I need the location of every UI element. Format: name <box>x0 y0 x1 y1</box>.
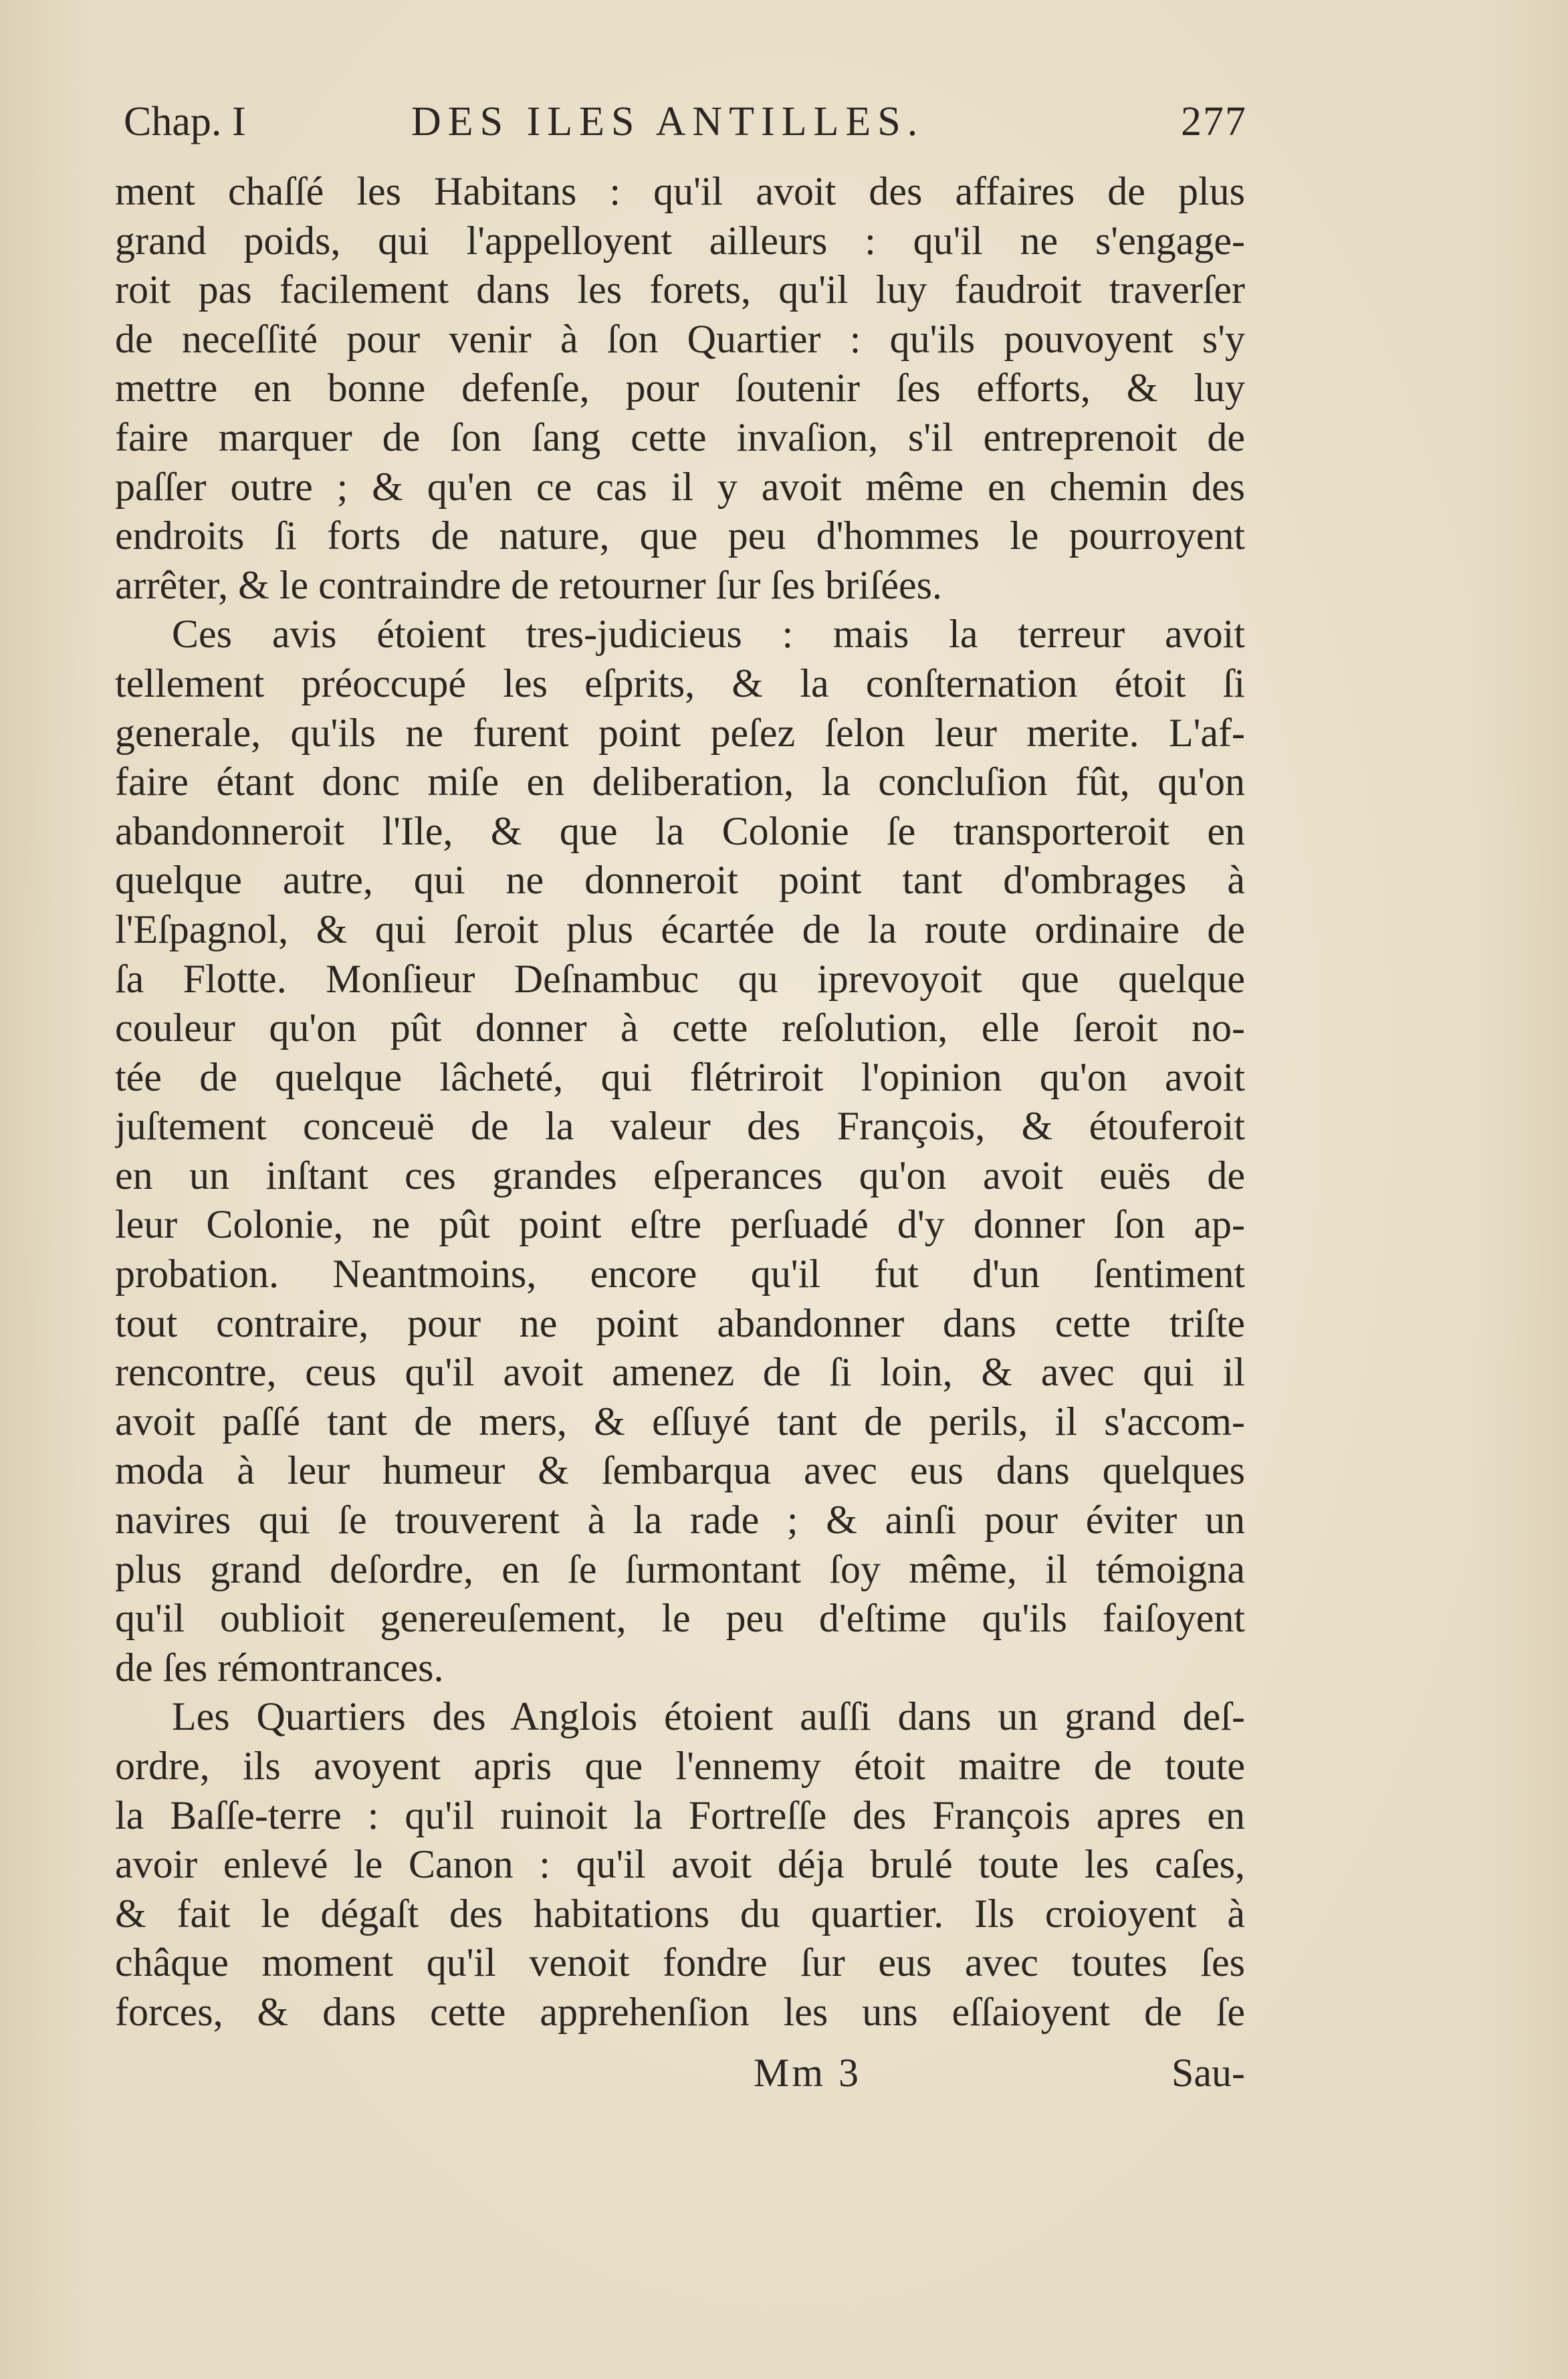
text-line: de ſes rémontrances. <box>115 1645 444 1690</box>
text-line: tée de quelque lâcheté, qui flétriroit l'opinion qu'on avoit <box>115 1054 1245 1099</box>
text-line: ordre, ils avoyent apris que l'ennemy étoit maitre de toute <box>115 1744 1245 1788</box>
text-line: faire marquer de ſon ſang cette invaſion, s'il entreprenoit de <box>115 415 1245 459</box>
text-line: probation. Neantmoins, encore qu'il fut d'un ſentiment <box>115 1252 1245 1296</box>
text-line: en un inſtant ces grandes eſperances qu'on avoit euës de <box>115 1153 1245 1198</box>
text-line: leur Colonie, ne pût point eſtre perſuadé d'y donner ſon ap- <box>115 1202 1245 1247</box>
text-line: avoit paſſé tant de mers, & eſſuyé tant de perils, il s'accom- <box>115 1399 1245 1444</box>
text-line: tout contraire, pour ne point abandonner dans cette triſte <box>115 1300 1245 1345</box>
text-line: paſſer outre ; & qu'en ce cas il y avoit même en chemin des <box>115 464 1245 509</box>
running-title: DES ILES ANTILLES. <box>411 99 925 144</box>
text-line: moda à leur humeur & ſembarqua avec eus dans quelques <box>115 1448 1245 1493</box>
page-footer <box>115 2046 1245 2100</box>
text-line: qu'il oublioit genereuſement, le peu d'eſtime qu'ils faiſoyent <box>115 1596 1245 1641</box>
body-text <box>115 167 1245 2037</box>
text-line: mettre en bonne defenſe, pour ſoutenir ſes efforts, & luy <box>115 366 1245 411</box>
text-line: grand poids, qui l'appelloyent ailleurs : qu'il ne s'engage- <box>115 218 1245 263</box>
signature-mark: Mm 3 <box>754 2051 862 2095</box>
text-line: navires qui ſe trouverent à la rade ; & ainſi pour éviter un <box>115 1498 1245 1543</box>
text-line: la Baſſe-terre : qu'il ruinoit la Fortreſſe des François apres en <box>115 1793 1245 1837</box>
text-line: plus grand deſordre, en ſe ſurmontant ſoy même, il témoigna <box>115 1547 1245 1591</box>
text-line: faire étant donc miſe en deliberation, la concluſion fût, qu'on <box>115 760 1245 804</box>
text-line: roit pas facilement dans les forets, qu'il luy faudroit traverſer <box>115 267 1245 312</box>
text-line: abandonneroit l'Ile, & que la Colonie ſe transporteroit en <box>115 808 1245 853</box>
text-line: juſtement conceuë de la valeur des François, & étouferoit <box>115 1104 1245 1149</box>
text-line: ſa Flotte. Monſieur Deſnambuc qu iprevoyoit que quelque <box>115 956 1245 1001</box>
text-line: couleur qu'on pût donner à cette reſolution, elle ſeroit no- <box>115 1006 1245 1050</box>
page-number: 277 <box>1181 99 1247 144</box>
text-line: l'Eſpagnol, & qui ſeroit plus écartée de la route ordinaire de <box>115 907 1245 951</box>
text-line: avoir enlevé le Canon : qu'il avoit déja brulé toute les caſes, <box>115 1842 1245 1887</box>
text-line: endroits ſi forts de nature, que peu d'hommes le pourroyent <box>115 514 1245 558</box>
paragraph-start: Les Quartiers des Anglois étoient auſſi dans un grand deſ- <box>172 1694 1245 1739</box>
text-line: de neceſſité pour venir à ſon Quartier : qu'ils pouvoyent s'y <box>115 316 1245 361</box>
chapter-label: Chap. I <box>124 99 246 144</box>
text-line: tellement préoccupé les eſprits, & la conſternation étoit ſi <box>115 661 1245 705</box>
text-line: ment chaſſé les Habitans : qu'il avoit des affaires de plus <box>115 169 1245 213</box>
text-line: & fait le dégaſt des habitations du quartier. Ils croioyent à <box>115 1891 1245 1936</box>
text-line: forces, & dans cette apprehenſion les uns eſſaioyent de ſe <box>115 1989 1245 2034</box>
text-line: arrêter, & le contraindre de retourner ſur ſes briſées. <box>115 562 943 607</box>
text-line: quelque autre, qui ne donneroit point tant d'ombrages à <box>115 858 1245 903</box>
text-line: generale, qu'ils ne furent point peſez ſelon leur merite. L'af- <box>115 710 1245 755</box>
text-line: châque moment qu'il venoit fondre ſur eus avec toutes ſes <box>115 1940 1245 1985</box>
text-line: rencontre, ceus qu'il avoit amenez de ſi loin, & avec qui il <box>115 1350 1245 1395</box>
running-header <box>124 95 1247 148</box>
paragraph-start: Ces avis étoient tres-judicieus : mais la terreur avoit <box>172 612 1245 657</box>
catchword: Sau- <box>1171 2051 1245 2095</box>
